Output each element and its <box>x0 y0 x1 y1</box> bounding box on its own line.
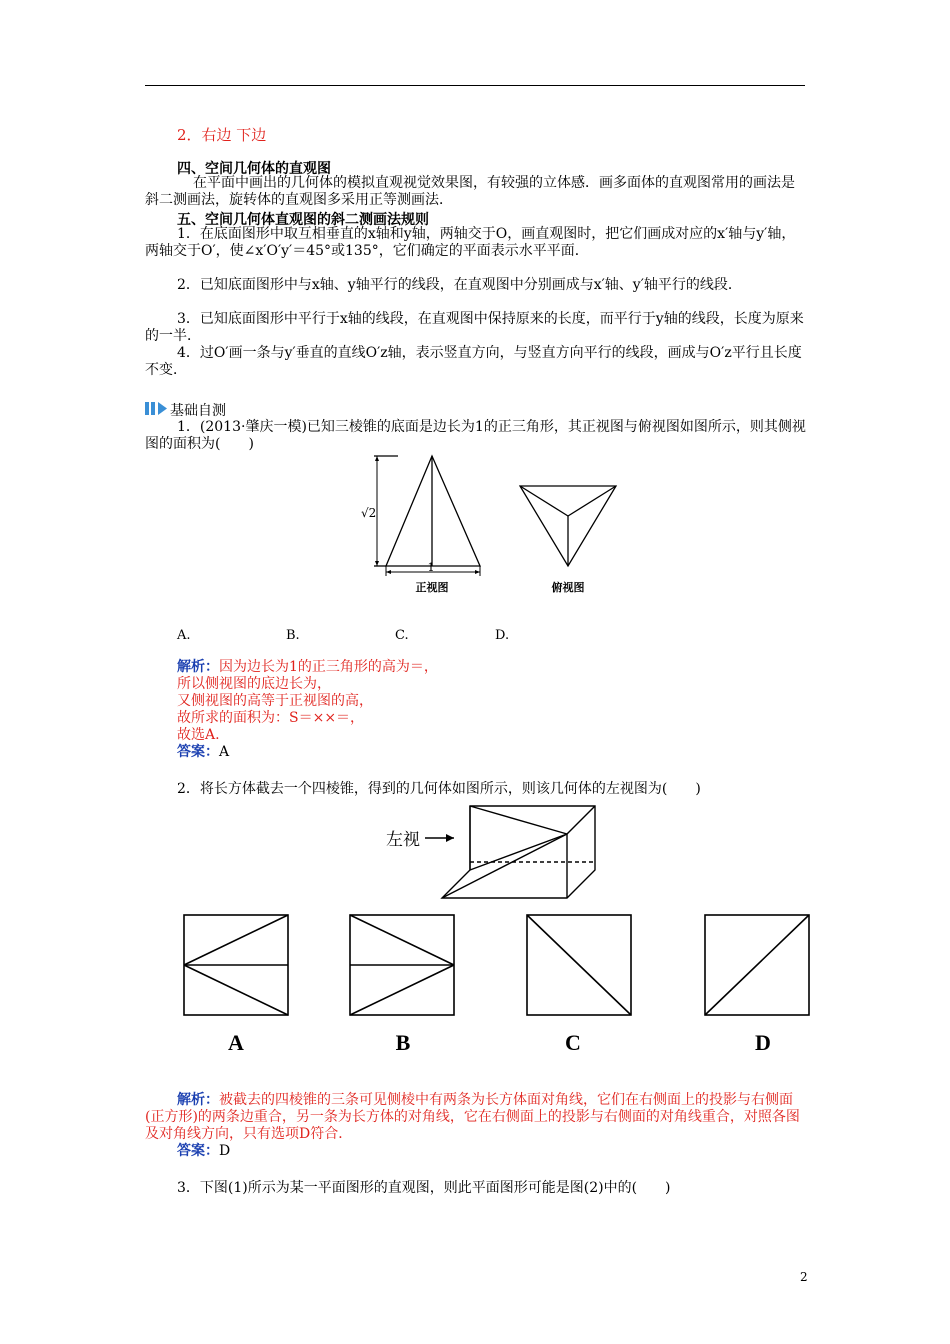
option-b-view <box>350 915 454 1015</box>
height-label: √2 <box>361 506 377 520</box>
rule-4: 4．过O′画一条与y′垂直的直线O′z轴，表示竖直方向，与竖直方向平行的线段，画成与O′z平行且长度不变． <box>145 345 802 378</box>
option-c-label: C <box>565 1030 581 1055</box>
front-view <box>374 456 480 576</box>
left-view-label: 左视 <box>386 830 420 850</box>
analysis-label: 解析： <box>177 659 219 675</box>
option-b-label: B <box>395 1030 411 1055</box>
answer-label: 答案： <box>177 1143 219 1159</box>
analysis-label: 解析： <box>177 1092 219 1108</box>
rule-1: 1．在底面图形中取互相垂直的x轴和y轴，两轴交于O，画直观图时，把它们画成对应的x′轴与y′轴，两轴交于O′，使∠x′O′y′＝45°或135°，它们确定的平面表示水平平面． <box>145 226 796 259</box>
section4-body: 在平面中画出的几何体的模拟直观视觉效果图，有较强的立体感．画多面体的直观图常用的画法是斜二测画法，旋转体的直观图多采用正等测画法． <box>145 175 795 208</box>
answer-label: 答案： <box>177 744 219 760</box>
section-marker-bar <box>145 402 149 415</box>
base-label: 1 <box>427 561 435 574</box>
q1-analysis-line-1 <box>177 659 438 676</box>
q1-choice-c: C. <box>395 628 409 643</box>
q2-options-figure <box>175 908 825 1058</box>
option-d-label: D <box>755 1030 771 1055</box>
option-a-view <box>184 915 288 1015</box>
q1-choice-a: A. <box>177 628 191 643</box>
header-rule <box>145 85 805 86</box>
answer-value: D <box>219 1143 231 1159</box>
self-test-title: 基础自测 <box>170 403 226 419</box>
q1-analysis-line-5: 故选A. <box>177 727 220 743</box>
q2-answer <box>177 1143 230 1160</box>
q2-stem: 2．将长方体截去一个四棱锥，得到的几何体如图所示，则该几何体的左视图为( ) <box>177 781 701 797</box>
q1-stem: 1．(2013·肇庆一模)已知三棱锥的底面是边长为1的正三角形，其正视图与俯视图如图所示，则其侧视图的面积为( ) <box>145 419 806 452</box>
q1-answer <box>177 744 229 761</box>
section-marker-bar-2 <box>151 402 155 415</box>
option-c-view <box>527 915 631 1015</box>
top-view <box>520 486 616 566</box>
analysis-text: 被截去的四棱锥的三条可见侧棱中有两条为长方体面对角线，它们在右侧面上的投影与右侧面(正方形)的两条边重合，另一条为长方体的对角线，它在右侧面上的投影与右侧面的对角线重合，对照各图及对角线方向，只有选项D符合． <box>145 1092 800 1142</box>
front-view-label: 正视图 <box>415 581 449 594</box>
q2-solid-figure <box>370 798 610 902</box>
q2-analysis <box>145 1092 807 1143</box>
top-view-label: 俯视图 <box>551 581 585 594</box>
option-d-view <box>705 915 809 1015</box>
answer-value: A <box>219 744 230 760</box>
answer-line: 2．右边 下边 <box>177 126 267 144</box>
option-a-label: A <box>228 1030 244 1055</box>
page-number: 2 <box>800 1270 808 1284</box>
section4-heading: 四、空间几何体的直观图 <box>177 161 331 177</box>
section5-heading: 五、空间几何体直观图的斜二测画法规则 <box>177 212 429 228</box>
q1-analysis-line-3: 又侧视图的高等于正视图的高， <box>177 693 373 709</box>
rule-3: 3．已知底面图形中平行于x轴的线段，在直观图中保持原来的长度，而平行于y轴的线段，长度为原来的一半． <box>145 311 804 344</box>
q3-stem: 3．下图(1)所示为某一平面图形的直观图，则此平面图形可能是图(2)中的( ) <box>177 1180 671 1196</box>
play-icon <box>158 402 168 415</box>
analysis-text: 因为边长为1的正三角形的高为＝， <box>219 659 438 675</box>
q1-analysis-line-2: 所以侧视图的底边长为， <box>177 676 331 692</box>
q1-analysis-line-4: 故所求的面积为：S＝××＝， <box>177 710 365 726</box>
q1-figure <box>330 450 630 600</box>
q1-choice-d: D. <box>495 628 510 643</box>
rule-2: 2．已知底面图形中与x轴、y轴平行的线段，在直观图中分别画成与x′轴、y′轴平行的线段． <box>177 277 742 293</box>
q1-choice-b: B. <box>286 628 300 643</box>
